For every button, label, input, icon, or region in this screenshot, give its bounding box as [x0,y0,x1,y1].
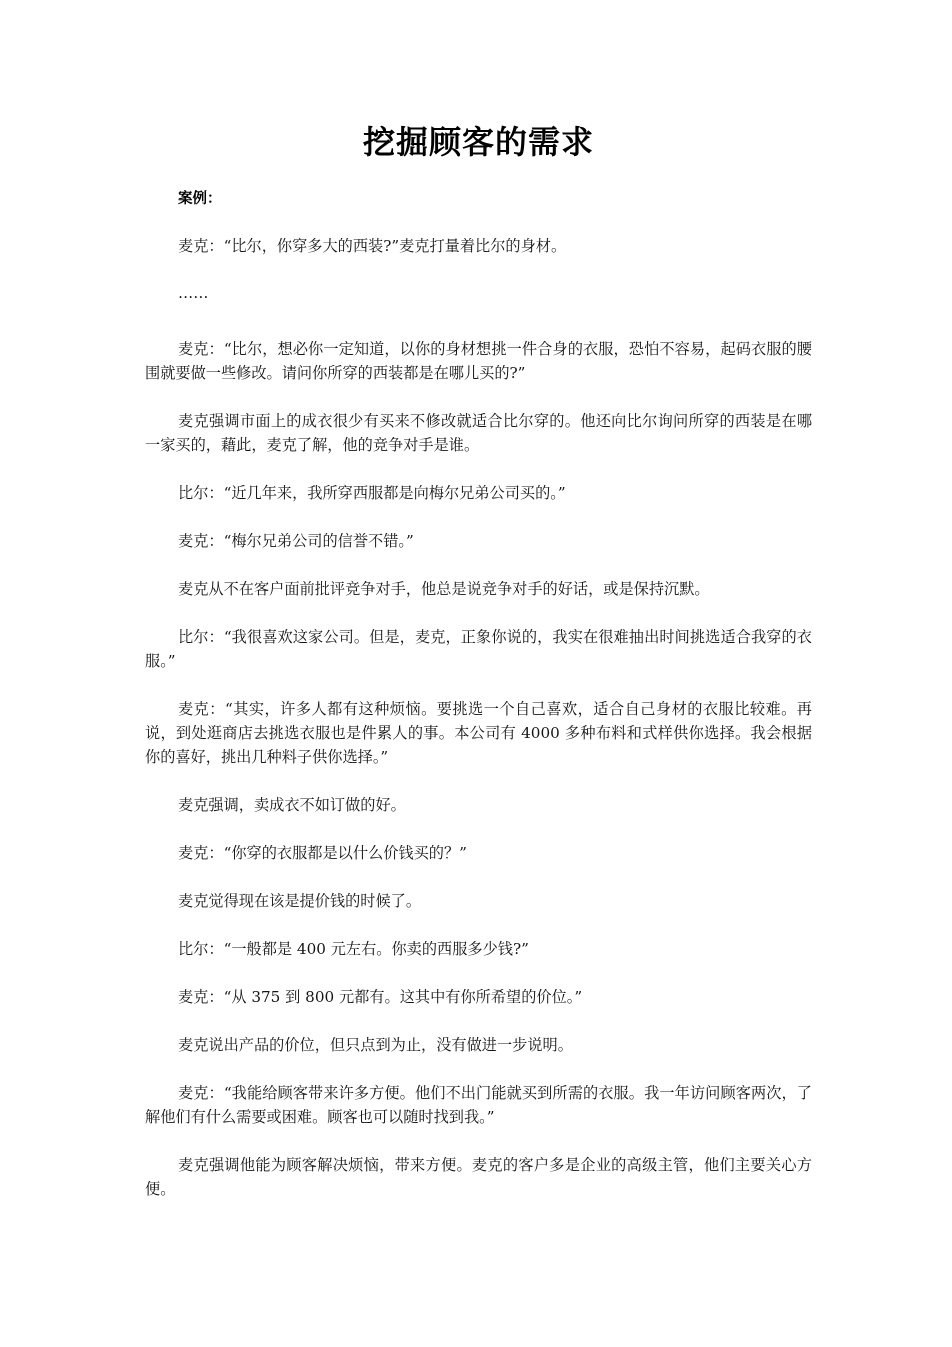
paragraph: 麦克：“从 375 到 800 元都有。这其中有你所希望的价位。” [178,988,583,1006]
paragraph: 麦克强调他能为顾客解决烦恼，带来方便。麦克的客户多是企业的高级主管，他们主要关心方便。 [145,1156,812,1198]
paragraph: 比尔：“我很喜欢这家公司。但是，麦克，正象你说的，我实在很难抽出时间挑选适合我穿的衣服。” [145,628,812,670]
paragraph: 麦克：“我能给顾客带来许多方便。他们不出门能就买到所需的衣服。我一年访问顾客两次，了解他们有什么需要或困难。顾客也可以随时找到我。” [145,1084,812,1126]
paragraph: 麦克：“梅尔兄弟公司的信誉不错。” [178,532,414,550]
paragraph: 麦克强调，卖成衣不如订做的好。 [178,796,406,814]
section-label: 案例： [178,191,222,207]
paragraph: 麦克：“其实，许多人都有这种烦恼。要挑选一个自己喜欢，适合自己身材的衣服比较难。再说，到处逛商店去挑选衣服也是件累人的事。本公司有 4000 多种布料和式样供你选择。我会根据你的喜好，挑出几种料子供你选择。” [145,700,812,766]
paragraph: 麦克觉得现在该是提价钱的时候了。 [178,892,421,910]
paragraph: 麦克：“你穿的衣服都是以什么价钱买的？” [178,844,467,862]
paragraph: 麦克：“比尔，想必你一定知道，以你的身材想挑一件合身的衣服，恐怕不容易，起码衣服的腰围就要做一些修改。请问你所穿的西装都是在哪儿买的?” [145,340,812,382]
paragraph: 麦克强调市面上的成衣很少有买来不修改就适合比尔穿的。他还向比尔询问所穿的西装是在哪一家买的，藉此，麦克了解，他的竞争对手是谁。 [145,412,812,454]
document-title: 挖掘顾客的需求 [362,123,594,161]
paragraph: 麦克从不在客户面前批评竞争对手，他总是说竞争对手的好话，或是保持沉默。 [178,580,710,598]
paragraph: 比尔：“近几年来，我所穿西服都是向梅尔兄弟公司买的。” [178,484,566,502]
document-body [145,187,812,1201]
paragraph: 麦克：“比尔，你穿多大的西装?”麦克打量着比尔的身材。 [178,237,567,255]
paragraph: 麦克说出产品的价位，但只点到为止，没有做进一步说明。 [178,1036,573,1054]
ellipsis-line: …… [178,284,209,302]
paragraph: 比尔：“一般都是 400 元左右。你卖的西服多少钱?” [178,940,529,958]
